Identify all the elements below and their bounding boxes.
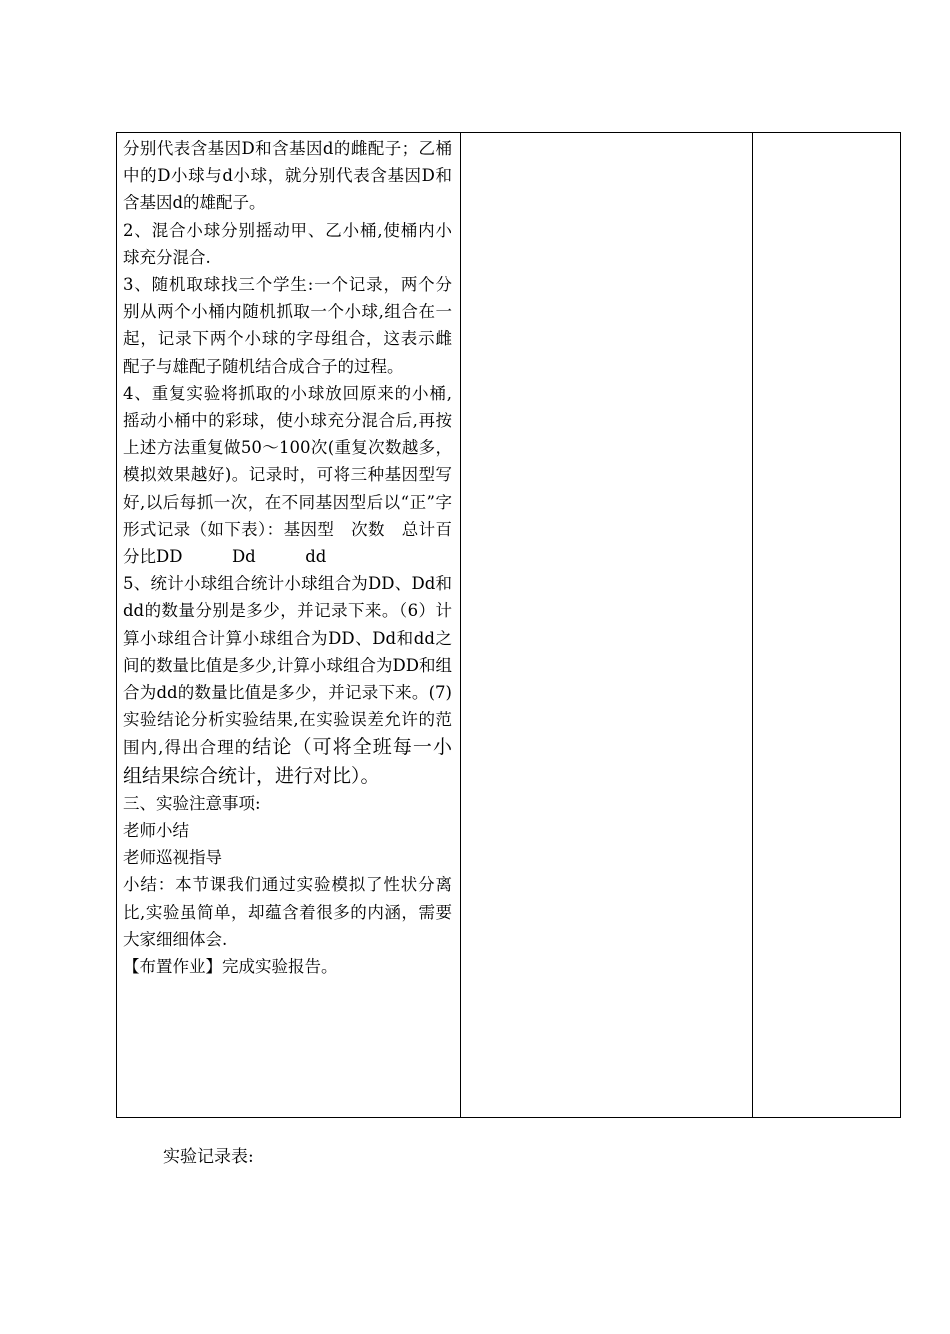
teaching-content [117,133,460,980]
teaching-content-cell [117,133,461,1118]
paragraph-teacher-guidance: 老师巡视指导 [123,848,222,868]
paragraph-teacher-summary: 老师小结 [123,821,189,841]
table-row [117,133,901,1118]
paragraph-step-2-mix: 2、混合小球分别摇动甲、乙小桶,使桶内小球充分混合. [123,220,452,267]
paragraph-lesson-summary: 小结：本节课我们通过实验模拟了性状分离比,实验虽简单，却蕴含着很多的内涵，需要大家细细体会. [123,875,452,949]
conclusion-text: 结论（可将全班每一小组结果综合统计，进行对比）。 [123,736,452,787]
paragraph-homework: 【布置作业】完成实验报告。 [123,957,338,977]
statistics-text: 5、统计小球组合统计小球组合为DD、Dd和dd的数量分别是多少，并记录下来。（6）计算小球组合计算小球组合为DD、Dd和dd之间的数量比值是多少,计算小球组合为DD和组合为dd的数量比值是多少，并记录下来。(7)实验结论分析实验结果,在实验误差允许的范围内,得出合理的 [123,574,452,758]
student-activity-cell [461,133,753,1118]
paragraph-step-5-statistics [123,570,452,790]
paragraph-step-3-random-draw: 3、随机取球找三个学生:一个记录，两个分别从两个小桶内随机抓取一个小球,组合在一起，记录下两个小球的字母组合，这表示雌配子与雄配子随机结合成合子的过程。 [123,275,452,376]
record-table-caption: 实验记录表: [163,1147,254,1167]
paragraph-step-4-repeat: 4、重复实验将抓取的小球放回原来的小桶,摇动小桶中的彩球，使小球充分混合后,再按上述方法重复做50～100次(重复次数越多，模拟效果越好)。记录时，可将三种基因型写好,以后每抓一次，在不同基因型后以“正”字形式记录（如下表）：基因型 次数 总计百分比DD Dd dd [123,383,452,567]
paragraph-precautions-heading: 三、实验注意事项: [123,793,261,813]
design-intent-cell [753,133,901,1118]
lesson-plan-table [116,132,901,1118]
paragraph-gamete-intro: 分别代表含基因D和含基因d的雌配子；乙桶中的D小球与d小球，就分别代表含基因D和含基因d的雄配子。 [123,139,452,213]
